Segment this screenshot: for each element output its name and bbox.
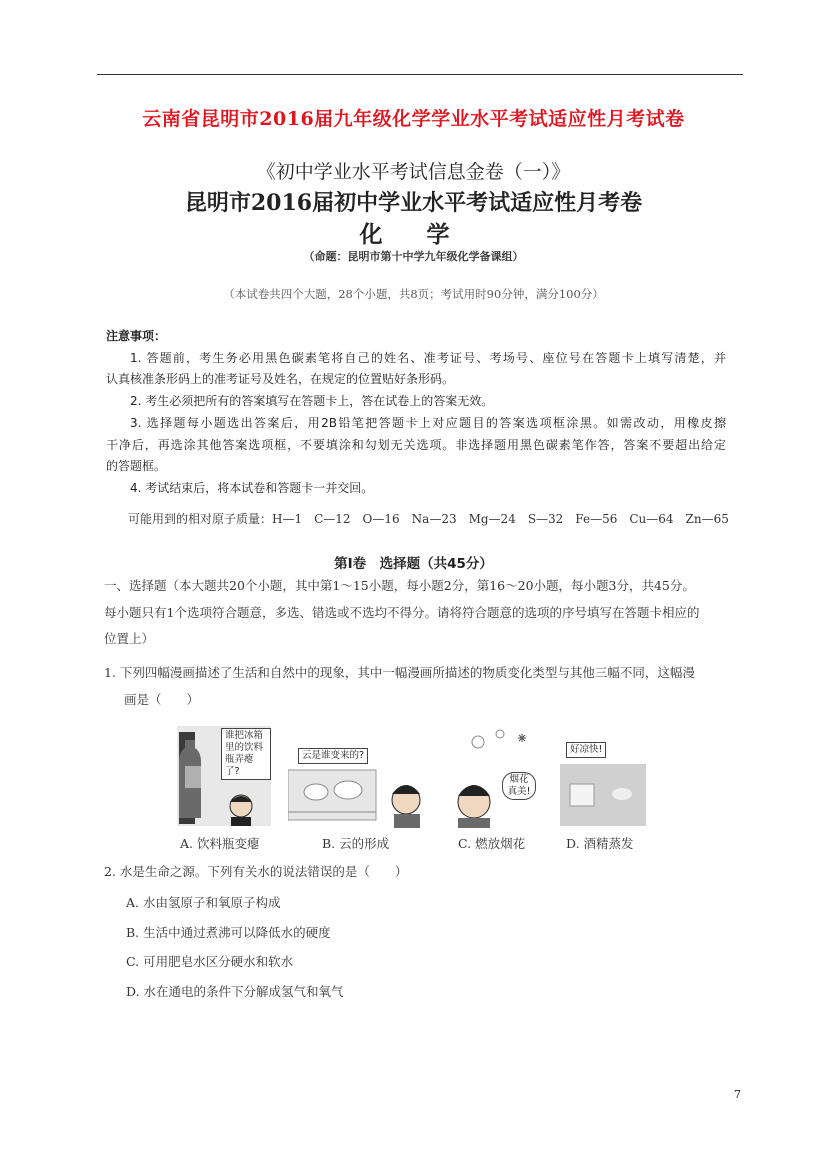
exam-setter: （命题：昆明市第十中学九年级化学备课组） xyxy=(303,250,524,263)
caption-c: C. 燃放烟花 xyxy=(458,836,526,851)
instruction-4: 4. 考试结束后，将本试卷和答题卡一并交回。 xyxy=(130,480,374,495)
exam-series: 《初中学业水平考试信息金卷（一）》 xyxy=(256,161,571,183)
instructions xyxy=(106,326,726,500)
question-2-option-b: B. 生活中通过煮沸可以降低水的硬度 xyxy=(126,925,331,940)
document-title: 云南省昆明市2016届九年级化学学业水平考试适应性月考试卷 xyxy=(142,108,685,130)
instruction-1a: 1. 答题前，考生务必用黑色碳素笔将自己的姓名、准考证号、考场号、座位号在答题卡上填写清楚，并 xyxy=(130,350,726,365)
figure-c-fireworks-cartoon xyxy=(450,728,542,828)
exam-title: 昆明市2016届初中学业水平考试适应性月考卷 xyxy=(184,190,643,216)
question-2-option-a: A. 水由氢原子和氧原子构成 xyxy=(126,895,281,910)
instruction-2: 2. 考生必须把所有的答案填写在答题卡上，答在试卷上的答案无效。 xyxy=(130,394,494,409)
section-intro xyxy=(104,573,724,653)
exam-info: （本试卷共四个大题，28个小题，共8页；考试用时90分钟，满分100分） xyxy=(223,287,604,301)
question-1-stem xyxy=(104,660,724,713)
atomic-masses: 可能用到的相对原子质量：H—1 C—12 O—16 Na—23 Mg—24 S—32 Fe—56 Cu—64 Zn—65 xyxy=(128,512,729,526)
speech-bubble-a: 谁把冰箱里的饮料瓶弄瘪了? xyxy=(221,728,271,780)
page-number: 7 xyxy=(734,1088,741,1101)
section-title: 第Ⅰ卷 选择题（共45分） xyxy=(334,556,493,572)
caption-a: A. 饮料瓶变瘪 xyxy=(180,836,260,851)
instruction-3c: 的答题框。 xyxy=(106,459,167,474)
speech-bubble-b: 云是谁变来的? xyxy=(298,748,368,764)
instruction-3a: 3. 选择题每小题选出答案后，用2B铅笔把答题卡上对应题目的答案选项框涂黑。如需改动，用橡皮擦 xyxy=(130,415,726,430)
figure-b-cloud-cartoon xyxy=(288,742,428,828)
caption-d: D. 酒精蒸发 xyxy=(566,836,634,851)
instructions-heading: 注意事项： xyxy=(106,329,167,343)
question-1-line: 画是（ ） xyxy=(124,691,200,707)
question-2-stem: 2. 水是生命之源。下列有关水的说法错误的是（ ） xyxy=(104,864,408,879)
caption-b: B. 云的形成 xyxy=(322,836,390,851)
exam-subject: 化 学 xyxy=(359,221,468,248)
header-rule xyxy=(97,74,743,75)
figure-a-bottle-cartoon xyxy=(177,726,271,826)
instruction-1b: 认真核准条形码上的准考证号及姓名，在规定的位置贴好条形码。 xyxy=(106,372,455,387)
figure-d-alcohol-cartoon xyxy=(560,740,646,826)
question-1-line: 1. 下列四幅漫画描述了生活和自然中的现象，其中一幅漫画所描述的物质变化类型与其他三幅不同，这幅漫 xyxy=(104,665,695,680)
section-intro-line: 一、选择题（本大题共20个小题，其中第1～15小题，每小题2分，第16～20小题，每小题3分，共45分。 xyxy=(104,578,695,593)
section-intro-line: 每小题只有1个选项符合题意，多选、错选或不选均不得分。请将符合题意的选项的序号填写在答题卡相应的 xyxy=(104,604,700,620)
section-intro-line: 位置上） xyxy=(104,631,155,646)
instruction-3b: 干净后，再选涂其他答案选项框，不要填涂和勾划无关选项。非选择题用黑色碳素笔作答，答案不要超出给定 xyxy=(106,437,726,452)
speech-bubble-c: 烟花真美! xyxy=(502,772,536,800)
speech-bubble-d: 好凉快! xyxy=(566,742,606,758)
question-2-option-d: D. 水在通电的条件下分解成氢气和氧气 xyxy=(126,984,344,999)
question-2-option-c: C. 可用肥皂水区分硬水和软水 xyxy=(126,954,294,969)
